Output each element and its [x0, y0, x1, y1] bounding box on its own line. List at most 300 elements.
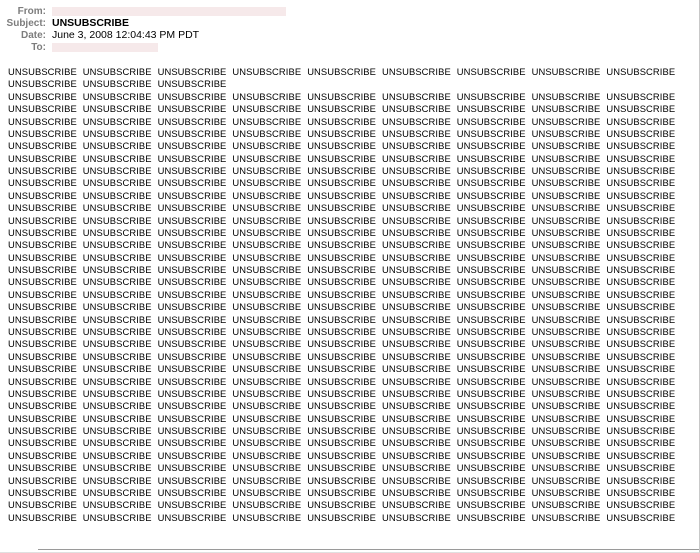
divider-line — [38, 549, 700, 550]
unsubscribe-word: UNSUBSCRIBE — [606, 338, 676, 350]
unsubscribe-word: UNSUBSCRIBE — [307, 103, 377, 115]
unsubscribe-word: UNSUBSCRIBE — [456, 90, 526, 102]
unsubscribe-word: UNSUBSCRIBE — [82, 486, 152, 498]
unsubscribe-word: UNSUBSCRIBE — [232, 140, 302, 152]
unsubscribe-word: UNSUBSCRIBE — [232, 325, 302, 337]
unsubscribe-word: UNSUBSCRIBE — [606, 140, 676, 152]
unsubscribe-word: UNSUBSCRIBE — [531, 449, 601, 461]
unsubscribe-word: UNSUBSCRIBE — [232, 115, 302, 127]
unsubscribe-word: UNSUBSCRIBE — [531, 462, 601, 474]
unsubscribe-word: UNSUBSCRIBE — [82, 499, 152, 511]
unsubscribe-word: UNSUBSCRIBE — [382, 288, 451, 300]
unsubscribe-word: UNSUBSCRIBE — [531, 226, 601, 238]
unsubscribe-word: UNSUBSCRIBE — [307, 152, 377, 164]
unsubscribe-word: UNSUBSCRIBE — [157, 387, 227, 399]
unsubscribe-word: UNSUBSCRIBE — [307, 239, 377, 251]
unsubscribe-word: UNSUBSCRIBE — [606, 301, 676, 313]
unsubscribe-word: UNSUBSCRIBE — [307, 387, 377, 399]
unsubscribe-word: UNSUBSCRIBE — [232, 511, 302, 523]
unsubscribe-word: UNSUBSCRIBE — [307, 449, 377, 461]
unsubscribe-word: UNSUBSCRIBE — [157, 140, 227, 152]
unsubscribe-word: UNSUBSCRIBE — [8, 152, 77, 164]
unsubscribe-word: UNSUBSCRIBE — [382, 400, 451, 412]
unsubscribe-word: UNSUBSCRIBE — [157, 226, 227, 238]
unsubscribe-word: UNSUBSCRIBE — [157, 449, 227, 461]
unsubscribe-word: UNSUBSCRIBE — [8, 103, 77, 115]
unsubscribe-word: UNSUBSCRIBE — [82, 251, 152, 263]
unsubscribe-word: UNSUBSCRIBE — [456, 313, 526, 325]
unsubscribe-word: UNSUBSCRIBE — [382, 313, 451, 325]
unsubscribe-word: UNSUBSCRIBE — [382, 511, 451, 523]
unsubscribe-word: UNSUBSCRIBE — [456, 127, 526, 139]
unsubscribe-word: UNSUBSCRIBE — [307, 474, 377, 486]
unsubscribe-word: UNSUBSCRIBE — [157, 437, 227, 449]
unsubscribe-word: UNSUBSCRIBE — [157, 350, 227, 362]
unsubscribe-word: UNSUBSCRIBE — [531, 511, 601, 523]
unsubscribe-word: UNSUBSCRIBE — [8, 90, 77, 102]
unsubscribe-word: UNSUBSCRIBE — [456, 177, 526, 189]
unsubscribe-word: UNSUBSCRIBE — [232, 239, 302, 251]
unsubscribe-word: UNSUBSCRIBE — [382, 449, 451, 461]
unsubscribe-word: UNSUBSCRIBE — [382, 363, 451, 375]
message-body[interactable] — [0, 66, 700, 546]
unsubscribe-word: UNSUBSCRIBE — [157, 239, 227, 251]
unsubscribe-word: UNSUBSCRIBE — [307, 350, 377, 362]
unsubscribe-word: UNSUBSCRIBE — [382, 177, 451, 189]
unsubscribe-word: UNSUBSCRIBE — [157, 499, 227, 511]
unsubscribe-word: UNSUBSCRIBE — [307, 375, 377, 387]
unsubscribe-word: UNSUBSCRIBE — [456, 425, 526, 437]
unsubscribe-word: UNSUBSCRIBE — [382, 499, 451, 511]
unsubscribe-word: UNSUBSCRIBE — [82, 375, 152, 387]
unsubscribe-word: UNSUBSCRIBE — [8, 189, 77, 201]
message-header — [0, 0, 700, 58]
unsubscribe-word: UNSUBSCRIBE — [606, 251, 676, 263]
unsubscribe-word: UNSUBSCRIBE — [232, 486, 302, 498]
date-label: Date: — [20, 30, 46, 41]
unsubscribe-word: UNSUBSCRIBE — [456, 511, 526, 523]
unsubscribe-word: UNSUBSCRIBE — [531, 127, 601, 139]
unsubscribe-word: UNSUBSCRIBE — [157, 325, 227, 337]
unsubscribe-word: UNSUBSCRIBE — [232, 90, 302, 102]
unsubscribe-word: UNSUBSCRIBE — [382, 264, 451, 276]
unsubscribe-word: UNSUBSCRIBE — [232, 338, 302, 350]
unsubscribe-word: UNSUBSCRIBE — [232, 276, 302, 288]
unsubscribe-word: UNSUBSCRIBE — [307, 425, 377, 437]
unsubscribe-word: UNSUBSCRIBE — [8, 140, 77, 152]
unsubscribe-word: UNSUBSCRIBE — [606, 425, 676, 437]
unsubscribe-word: UNSUBSCRIBE — [8, 288, 77, 300]
unsubscribe-word: UNSUBSCRIBE — [8, 499, 77, 511]
unsubscribe-word: UNSUBSCRIBE — [531, 301, 601, 313]
unsubscribe-word: UNSUBSCRIBE — [606, 363, 676, 375]
unsubscribe-word: UNSUBSCRIBE — [8, 363, 77, 375]
unsubscribe-word: UNSUBSCRIBE — [456, 165, 526, 177]
unsubscribe-word: UNSUBSCRIBE — [82, 412, 152, 424]
unsubscribe-word: UNSUBSCRIBE — [157, 474, 227, 486]
unsubscribe-word: UNSUBSCRIBE — [307, 127, 377, 139]
unsubscribe-word: UNSUBSCRIBE — [531, 350, 601, 362]
unsubscribe-word: UNSUBSCRIBE — [232, 375, 302, 387]
unsubscribe-word: UNSUBSCRIBE — [8, 425, 77, 437]
unsubscribe-word: UNSUBSCRIBE — [82, 127, 152, 139]
unsubscribe-word: UNSUBSCRIBE — [307, 226, 377, 238]
unsubscribe-word: UNSUBSCRIBE — [531, 437, 601, 449]
unsubscribe-word: UNSUBSCRIBE — [307, 462, 377, 474]
unsubscribe-word: UNSUBSCRIBE — [8, 462, 77, 474]
unsubscribe-word: UNSUBSCRIBE — [157, 375, 227, 387]
redaction-block — [52, 7, 286, 16]
unsubscribe-word: UNSUBSCRIBE — [456, 202, 526, 214]
unsubscribe-word: UNSUBSCRIBE — [157, 103, 227, 115]
unsubscribe-word: UNSUBSCRIBE — [531, 214, 601, 226]
unsubscribe-word: UNSUBSCRIBE — [8, 338, 77, 350]
unsubscribe-word: UNSUBSCRIBE — [456, 486, 526, 498]
unsubscribe-word: UNSUBSCRIBE — [232, 363, 302, 375]
unsubscribe-word: UNSUBSCRIBE — [82, 177, 152, 189]
unsubscribe-word: UNSUBSCRIBE — [307, 140, 377, 152]
unsubscribe-word: UNSUBSCRIBE — [531, 313, 601, 325]
unsubscribe-word: UNSUBSCRIBE — [382, 90, 451, 102]
unsubscribe-word: UNSUBSCRIBE — [307, 264, 377, 276]
unsubscribe-word: UNSUBSCRIBE — [157, 66, 227, 77]
unsubscribe-word: UNSUBSCRIBE — [531, 115, 601, 127]
unsubscribe-word: UNSUBSCRIBE — [382, 350, 451, 362]
unsubscribe-word: UNSUBSCRIBE — [531, 140, 601, 152]
unsubscribe-word: UNSUBSCRIBE — [382, 189, 451, 201]
unsubscribe-word: UNSUBSCRIBE — [606, 127, 676, 139]
unsubscribe-word: UNSUBSCRIBE — [82, 437, 152, 449]
unsubscribe-word: UNSUBSCRIBE — [531, 251, 601, 263]
unsubscribe-word: UNSUBSCRIBE — [307, 66, 377, 77]
unsubscribe-word: UNSUBSCRIBE — [82, 90, 152, 102]
unsubscribe-word: UNSUBSCRIBE — [456, 301, 526, 313]
unsubscribe-word: UNSUBSCRIBE — [382, 338, 451, 350]
unsubscribe-word: UNSUBSCRIBE — [232, 449, 302, 461]
unsubscribe-word: UNSUBSCRIBE — [8, 437, 77, 449]
unsubscribe-word: UNSUBSCRIBE — [307, 301, 377, 313]
unsubscribe-word: UNSUBSCRIBE — [157, 202, 227, 214]
unsubscribe-word: UNSUBSCRIBE — [232, 462, 302, 474]
unsubscribe-word: UNSUBSCRIBE — [456, 115, 526, 127]
unsubscribe-word: UNSUBSCRIBE — [157, 363, 227, 375]
subject-value: UNSUBSCRIBE — [52, 17, 130, 29]
unsubscribe-word: UNSUBSCRIBE — [456, 264, 526, 276]
unsubscribe-word: UNSUBSCRIBE — [531, 363, 601, 375]
unsubscribe-word: UNSUBSCRIBE — [606, 90, 676, 102]
unsubscribe-word: UNSUBSCRIBE — [531, 288, 601, 300]
unsubscribe-word: UNSUBSCRIBE — [82, 78, 152, 90]
unsubscribe-word: UNSUBSCRIBE — [8, 350, 77, 362]
unsubscribe-word: UNSUBSCRIBE — [8, 400, 77, 412]
unsubscribe-word: UNSUBSCRIBE — [307, 90, 377, 102]
redaction-block — [52, 43, 158, 52]
unsubscribe-word: UNSUBSCRIBE — [456, 251, 526, 263]
unsubscribe-word: UNSUBSCRIBE — [382, 276, 451, 288]
unsubscribe-word: UNSUBSCRIBE — [8, 486, 77, 498]
unsubscribe-word: UNSUBSCRIBE — [606, 462, 676, 474]
unsubscribe-word: UNSUBSCRIBE — [8, 276, 77, 288]
unsubscribe-word: UNSUBSCRIBE — [82, 511, 152, 523]
subject-label: Subject: — [6, 18, 46, 29]
unsubscribe-word: UNSUBSCRIBE — [82, 115, 152, 127]
unsubscribe-word: UNSUBSCRIBE — [82, 226, 152, 238]
unsubscribe-word: UNSUBSCRIBE — [606, 449, 676, 461]
unsubscribe-word: UNSUBSCRIBE — [382, 226, 451, 238]
unsubscribe-word: UNSUBSCRIBE — [606, 264, 676, 276]
unsubscribe-word: UNSUBSCRIBE — [8, 177, 77, 189]
unsubscribe-word: UNSUBSCRIBE — [456, 437, 526, 449]
unsubscribe-word: UNSUBSCRIBE — [157, 177, 227, 189]
unsubscribe-word: UNSUBSCRIBE — [382, 115, 451, 127]
unsubscribe-word: UNSUBSCRIBE — [157, 511, 227, 523]
unsubscribe-word: UNSUBSCRIBE — [307, 412, 377, 424]
unsubscribe-word: UNSUBSCRIBE — [606, 165, 676, 177]
unsubscribe-word: UNSUBSCRIBE — [82, 400, 152, 412]
unsubscribe-word: UNSUBSCRIBE — [606, 437, 676, 449]
unsubscribe-word: UNSUBSCRIBE — [382, 165, 451, 177]
to-value-redacted[interactable] — [52, 41, 158, 56]
unsubscribe-word: UNSUBSCRIBE — [382, 214, 451, 226]
unsubscribe-word: UNSUBSCRIBE — [456, 214, 526, 226]
unsubscribe-word: UNSUBSCRIBE — [157, 127, 227, 139]
unsubscribe-word: UNSUBSCRIBE — [82, 325, 152, 337]
unsubscribe-word: UNSUBSCRIBE — [531, 375, 601, 387]
unsubscribe-word: UNSUBSCRIBE — [456, 152, 526, 164]
unsubscribe-word: UNSUBSCRIBE — [606, 214, 676, 226]
unsubscribe-word: UNSUBSCRIBE — [382, 103, 451, 115]
unsubscribe-word: UNSUBSCRIBE — [531, 425, 601, 437]
unsubscribe-word: UNSUBSCRIBE — [606, 226, 676, 238]
from-label: From: — [17, 6, 46, 17]
unsubscribe-word: UNSUBSCRIBE — [456, 288, 526, 300]
unsubscribe-word: UNSUBSCRIBE — [82, 288, 152, 300]
unsubscribe-word: UNSUBSCRIBE — [82, 350, 152, 362]
unsubscribe-word: UNSUBSCRIBE — [8, 387, 77, 399]
unsubscribe-word: UNSUBSCRIBE — [82, 425, 152, 437]
unsubscribe-word: UNSUBSCRIBE — [8, 264, 77, 276]
unsubscribe-word: UNSUBSCRIBE — [8, 412, 77, 424]
unsubscribe-word: UNSUBSCRIBE — [606, 499, 676, 511]
unsubscribe-word: UNSUBSCRIBE — [157, 486, 227, 498]
unsubscribe-word: UNSUBSCRIBE — [456, 189, 526, 201]
unsubscribe-word: UNSUBSCRIBE — [606, 350, 676, 362]
unsubscribe-word: UNSUBSCRIBE — [82, 313, 152, 325]
unsubscribe-word: UNSUBSCRIBE — [82, 103, 152, 115]
unsubscribe-word: UNSUBSCRIBE — [82, 239, 152, 251]
unsubscribe-word: UNSUBSCRIBE — [456, 239, 526, 251]
unsubscribe-word: UNSUBSCRIBE — [82, 66, 152, 77]
unsubscribe-word: UNSUBSCRIBE — [82, 214, 152, 226]
unsubscribe-word: UNSUBSCRIBE — [8, 239, 77, 251]
unsubscribe-word: UNSUBSCRIBE — [382, 152, 451, 164]
unsubscribe-word: UNSUBSCRIBE — [382, 474, 451, 486]
unsubscribe-word: UNSUBSCRIBE — [307, 325, 377, 337]
unsubscribe-word: UNSUBSCRIBE — [382, 375, 451, 387]
unsubscribe-word: UNSUBSCRIBE — [606, 115, 676, 127]
unsubscribe-word: UNSUBSCRIBE — [382, 425, 451, 437]
unsubscribe-word: UNSUBSCRIBE — [8, 449, 77, 461]
unsubscribe-word: UNSUBSCRIBE — [157, 251, 227, 263]
unsubscribe-word: UNSUBSCRIBE — [307, 177, 377, 189]
unsubscribe-word: UNSUBSCRIBE — [82, 165, 152, 177]
unsubscribe-word: UNSUBSCRIBE — [382, 412, 451, 424]
unsubscribe-word: UNSUBSCRIBE — [456, 462, 526, 474]
unsubscribe-word: UNSUBSCRIBE — [606, 288, 676, 300]
unsubscribe-word: UNSUBSCRIBE — [606, 387, 676, 399]
unsubscribe-word: UNSUBSCRIBE — [606, 400, 676, 412]
unsubscribe-word: UNSUBSCRIBE — [307, 437, 377, 449]
unsubscribe-word: UNSUBSCRIBE — [456, 449, 526, 461]
unsubscribe-word: UNSUBSCRIBE — [307, 165, 377, 177]
unsubscribe-word: UNSUBSCRIBE — [82, 189, 152, 201]
unsubscribe-word: UNSUBSCRIBE — [382, 239, 451, 251]
unsubscribe-word: UNSUBSCRIBE — [456, 387, 526, 399]
unsubscribe-word: UNSUBSCRIBE — [82, 338, 152, 350]
unsubscribe-word: UNSUBSCRIBE — [232, 400, 302, 412]
unsubscribe-word: UNSUBSCRIBE — [307, 202, 377, 214]
unsubscribe-word: UNSUBSCRIBE — [456, 375, 526, 387]
unsubscribe-word: UNSUBSCRIBE — [232, 288, 302, 300]
unsubscribe-word: UNSUBSCRIBE — [157, 400, 227, 412]
unsubscribe-word: UNSUBSCRIBE — [232, 66, 302, 77]
unsubscribe-word: UNSUBSCRIBE — [8, 375, 77, 387]
unsubscribe-word: UNSUBSCRIBE — [606, 375, 676, 387]
unsubscribe-word: UNSUBSCRIBE — [531, 412, 601, 424]
unsubscribe-word: UNSUBSCRIBE — [8, 313, 77, 325]
unsubscribe-word: UNSUBSCRIBE — [232, 264, 302, 276]
unsubscribe-word: UNSUBSCRIBE — [456, 140, 526, 152]
unsubscribe-word: UNSUBSCRIBE — [232, 226, 302, 238]
unsubscribe-word: UNSUBSCRIBE — [157, 288, 227, 300]
unsubscribe-word: UNSUBSCRIBE — [157, 425, 227, 437]
unsubscribe-word: UNSUBSCRIBE — [531, 165, 601, 177]
unsubscribe-word: UNSUBSCRIBE — [606, 66, 676, 77]
unsubscribe-word: UNSUBSCRIBE — [606, 239, 676, 251]
unsubscribe-word: UNSUBSCRIBE — [606, 152, 676, 164]
unsubscribe-word: UNSUBSCRIBE — [456, 412, 526, 424]
unsubscribe-word: UNSUBSCRIBE — [382, 462, 451, 474]
unsubscribe-word: UNSUBSCRIBE — [8, 78, 77, 90]
unsubscribe-word: UNSUBSCRIBE — [531, 177, 601, 189]
unsubscribe-word: UNSUBSCRIBE — [232, 202, 302, 214]
unsubscribe-word: UNSUBSCRIBE — [531, 202, 601, 214]
unsubscribe-word: UNSUBSCRIBE — [307, 189, 377, 201]
unsubscribe-word: UNSUBSCRIBE — [606, 276, 676, 288]
unsubscribe-word: UNSUBSCRIBE — [382, 140, 451, 152]
unsubscribe-word: UNSUBSCRIBE — [157, 115, 227, 127]
unsubscribe-word: UNSUBSCRIBE — [157, 264, 227, 276]
unsubscribe-word: UNSUBSCRIBE — [157, 214, 227, 226]
unsubscribe-word: UNSUBSCRIBE — [8, 325, 77, 337]
unsubscribe-word: UNSUBSCRIBE — [8, 66, 77, 77]
unsubscribe-word: UNSUBSCRIBE — [157, 78, 227, 90]
unsubscribe-word: UNSUBSCRIBE — [382, 325, 451, 337]
unsubscribe-word: UNSUBSCRIBE — [232, 387, 302, 399]
unsubscribe-word: UNSUBSCRIBE — [157, 412, 227, 424]
unsubscribe-word: UNSUBSCRIBE — [382, 387, 451, 399]
unsubscribe-word: UNSUBSCRIBE — [157, 338, 227, 350]
unsubscribe-word: UNSUBSCRIBE — [232, 251, 302, 263]
unsubscribe-word: UNSUBSCRIBE — [82, 301, 152, 313]
unsubscribe-word: UNSUBSCRIBE — [82, 276, 152, 288]
unsubscribe-word: UNSUBSCRIBE — [232, 214, 302, 226]
unsubscribe-word: UNSUBSCRIBE — [307, 363, 377, 375]
unsubscribe-word: UNSUBSCRIBE — [82, 202, 152, 214]
unsubscribe-word: UNSUBSCRIBE — [307, 511, 377, 523]
unsubscribe-word: UNSUBSCRIBE — [232, 412, 302, 424]
unsubscribe-word: UNSUBSCRIBE — [157, 189, 227, 201]
unsubscribe-word: UNSUBSCRIBE — [456, 363, 526, 375]
unsubscribe-word: UNSUBSCRIBE — [82, 474, 152, 486]
unsubscribe-word: UNSUBSCRIBE — [232, 313, 302, 325]
unsubscribe-word: UNSUBSCRIBE — [8, 301, 77, 313]
unsubscribe-word: UNSUBSCRIBE — [157, 165, 227, 177]
unsubscribe-word: UNSUBSCRIBE — [531, 276, 601, 288]
unsubscribe-word: UNSUBSCRIBE — [307, 400, 377, 412]
unsubscribe-word: UNSUBSCRIBE — [307, 288, 377, 300]
unsubscribe-word: UNSUBSCRIBE — [456, 325, 526, 337]
date-value: June 3, 2008 12:04:43 PM PDT — [52, 29, 200, 41]
unsubscribe-word: UNSUBSCRIBE — [82, 140, 152, 152]
unsubscribe-word: UNSUBSCRIBE — [382, 127, 451, 139]
unsubscribe-word: UNSUBSCRIBE — [382, 66, 451, 77]
unsubscribe-word: UNSUBSCRIBE — [157, 301, 227, 313]
unsubscribe-word: UNSUBSCRIBE — [606, 474, 676, 486]
unsubscribe-word: UNSUBSCRIBE — [606, 313, 676, 325]
unsubscribe-word: UNSUBSCRIBE — [82, 264, 152, 276]
unsubscribe-word: UNSUBSCRIBE — [531, 264, 601, 276]
unsubscribe-word: UNSUBSCRIBE — [8, 474, 77, 486]
unsubscribe-word: UNSUBSCRIBE — [82, 363, 152, 375]
unsubscribe-word: UNSUBSCRIBE — [456, 226, 526, 238]
unsubscribe-word: UNSUBSCRIBE — [307, 276, 377, 288]
unsubscribe-word: UNSUBSCRIBE — [157, 462, 227, 474]
unsubscribe-word: UNSUBSCRIBE — [157, 152, 227, 164]
unsubscribe-word: UNSUBSCRIBE — [531, 189, 601, 201]
unsubscribe-word: UNSUBSCRIBE — [232, 189, 302, 201]
unsubscribe-word: UNSUBSCRIBE — [531, 400, 601, 412]
unsubscribe-word: UNSUBSCRIBE — [82, 152, 152, 164]
unsubscribe-word: UNSUBSCRIBE — [8, 202, 77, 214]
unsubscribe-word: UNSUBSCRIBE — [82, 449, 152, 461]
unsubscribe-word: UNSUBSCRIBE — [606, 325, 676, 337]
unsubscribe-word: UNSUBSCRIBE — [531, 239, 601, 251]
to-label: To: — [31, 42, 46, 53]
unsubscribe-word: UNSUBSCRIBE — [456, 400, 526, 412]
unsubscribe-word: UNSUBSCRIBE — [382, 301, 451, 313]
unsubscribe-word: UNSUBSCRIBE — [307, 115, 377, 127]
unsubscribe-word: UNSUBSCRIBE — [8, 226, 77, 238]
unsubscribe-word: UNSUBSCRIBE — [382, 251, 451, 263]
unsubscribe-word: UNSUBSCRIBE — [531, 152, 601, 164]
unsubscribe-word: UNSUBSCRIBE — [157, 90, 227, 102]
unsubscribe-word: UNSUBSCRIBE — [232, 350, 302, 362]
unsubscribe-word: UNSUBSCRIBE — [8, 165, 77, 177]
unsubscribe-word: UNSUBSCRIBE — [456, 338, 526, 350]
unsubscribe-word: UNSUBSCRIBE — [232, 177, 302, 189]
unsubscribe-word: UNSUBSCRIBE — [531, 66, 601, 77]
unsubscribe-word: UNSUBSCRIBE — [606, 202, 676, 214]
unsubscribe-word: UNSUBSCRIBE — [606, 103, 676, 115]
unsubscribe-word: UNSUBSCRIBE — [232, 127, 302, 139]
unsubscribe-word: UNSUBSCRIBE — [531, 387, 601, 399]
unsubscribe-word: UNSUBSCRIBE — [531, 486, 601, 498]
unsubscribe-word: UNSUBSCRIBE — [232, 165, 302, 177]
unsubscribe-word: UNSUBSCRIBE — [456, 276, 526, 288]
unsubscribe-word: UNSUBSCRIBE — [531, 338, 601, 350]
unsubscribe-word: UNSUBSCRIBE — [382, 437, 451, 449]
